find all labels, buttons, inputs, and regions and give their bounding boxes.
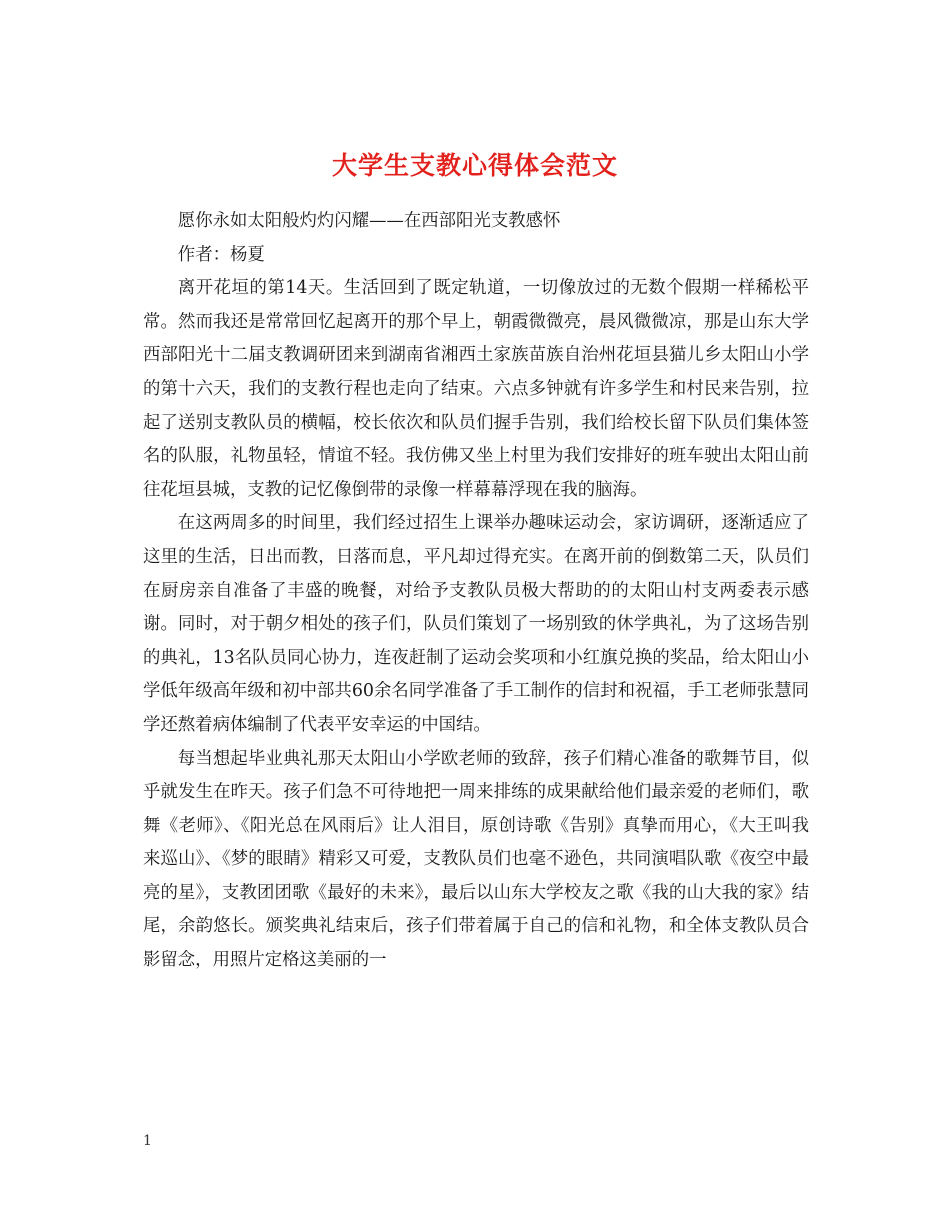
paragraph-1: 离开花垣的第14天。生活回到了既定轨道，一切像放过的无数个假期一样稀松平常。然而我还是常常回忆起离开的那个早上，朝霞微微亮，晨风微微凉，那是山东大学西部阳光十二届支教调研团来到湖南省湘西土家族苗族自治州花垣县猫儿乡太阳山小学的第十六天，我们的支教行程也走向了结束。六点多钟就有许多学生和村民来告别，拉起了送别支教队员的横幅，校长依次和队员们握手告别，我们给校长留下队员们集体签名的队服，礼物虽轻，情谊不轻。我仿佛又坐上村里为我们安排好的班车驶出太阳山前往花垣县城，支教的记忆像倒带的录像一样幕幕浮现在我的脑海。 (143, 278, 809, 500)
subtitle-line: 愿你永如太阳般灼灼闪耀——在西部阳光支教感怀 (177, 211, 561, 231)
paragraph-2: 在这两周多的时间里，我们经过招生上课举办趣味运动会，家访调研，逐渐适应了这里的生活，日出而教，日落而息，平凡却过得充实。在离开前的倒数第二天，队员们在厨房亲自准备了丰盛的晚餐，对给予支教队员极大帮助的的太阳山村支两委表示感谢。同时，对于朝夕相处的孩子们，队员们策划了一场别致的休学典礼，为了这场告别的典礼，13名队员同心协力，连夜赶制了运动会奖项和小红旗兑换的奖品，给太阳山小学低年级高年级和初中部共60余名同学准备了手工制作的信封和祝福，手工老师张慧同学还熬着病体编制了代表平安幸运的中国结。 (143, 513, 809, 735)
author-line: 作者：杨夏 (177, 244, 265, 265)
document-title: 大学生支教心得体会范文 (331, 150, 618, 180)
page-number: 1 (143, 1133, 152, 1149)
paragraph-3: 每当想起毕业典礼那天太阳山小学欧老师的致辞，孩子们精心准备的歌舞节目，似乎就发生在昨天。孩子们急不可待地把一周来排练的成果献给他们最亲爱的老师们，歌舞《老师》、《阳光总在风雨后》让人泪目，原创诗歌《告别》真挚而用心，《大王叫我来巡山》、《梦的眼睛》精彩又可爱，支教队员们也毫不逊色，共同演唱队歌《夜空中最亮的星》，支教团团歌《最好的未来》，最后以山东大学校友之歌《我的山大我的家》结尾，余韵悠长。颁奖典礼结束后，孩子们带着属于自己的信和礼物，和全体支教队员合影留念，用照片定格这美丽的一 (143, 748, 809, 971)
document-body (143, 205, 809, 978)
